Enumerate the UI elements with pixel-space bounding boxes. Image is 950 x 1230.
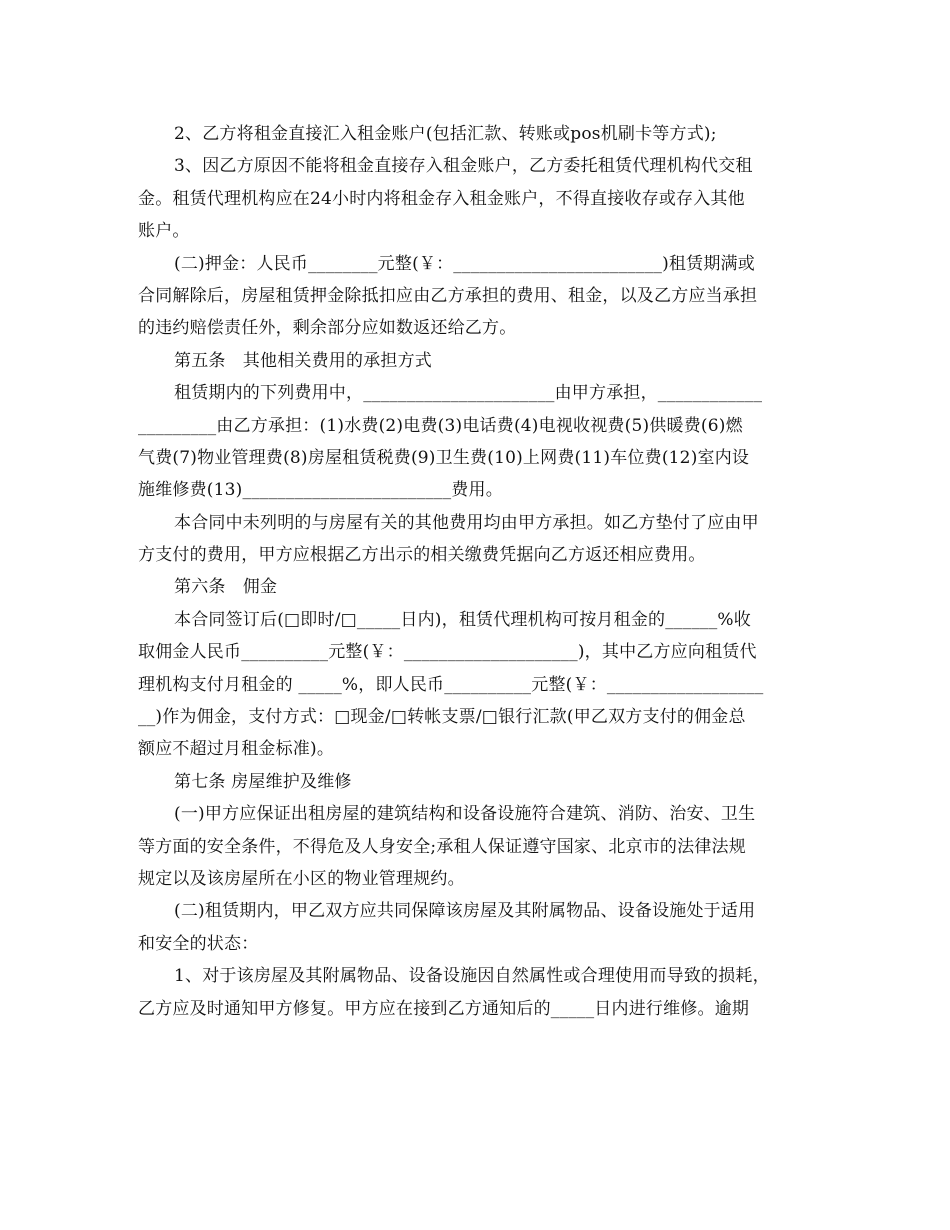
text-line: 额应不超过月租金标准)。	[138, 739, 335, 760]
text-line: (二)租赁期内，甲乙双方应共同保障该房屋及其附属物品、设备设施处于适用	[174, 901, 756, 922]
article-heading: 第六条 佣金	[174, 577, 278, 598]
text-line: 规定以及该房屋所在小区的物业管理规约。	[138, 868, 465, 889]
paragraph-deposit-payment	[138, 118, 820, 1025]
text-line: 本合同中未列明的与房屋有关的其他费用均由甲方承担。如乙方垫付了应由甲	[174, 512, 759, 533]
text-line: 乙方应及时通知甲方修复。甲方应在接到乙方通知后的_____日内进行维修。逾期	[138, 998, 750, 1019]
text-line: 本合同签订后(□即时/□_____日内)，租赁代理机构可按月租金的______%收	[174, 609, 751, 630]
text-line: 账户。	[138, 221, 190, 242]
text-line: __)作为佣金，支付方式：□现金/□转帐支票/□银行汇款(甲乙双方支付的佣金总	[138, 707, 746, 728]
text-line: 等方面的安全条件，不得危及人身安全;承租人保证遵守国家、北京市的法律法规	[138, 836, 746, 857]
article-heading: 第五条 其他相关费用的承担方式	[174, 350, 432, 371]
text-line: _________由乙方承担：(1)水费(2)电费(3)电话费(4)电视收视费(5)供暖费(6)燃	[138, 415, 743, 436]
text-line: 和安全的状态：	[138, 933, 259, 954]
text-line: (一)甲方应保证出租房屋的建筑结构和设备设施符合建筑、消防、治安、卫生	[174, 804, 756, 825]
text-line: 合同解除后，房屋租赁押金除抵扣应由乙方承担的费用、租金，以及乙方应当承担	[138, 285, 758, 306]
article-heading: 第七条 房屋维护及维修	[174, 771, 352, 792]
text-line: 施维修费(13)________________________费用。	[138, 480, 503, 501]
text-line: 2、乙方将租金直接汇入租金账户(包括汇款、转账或pos机刷卡等方式);	[174, 124, 717, 144]
text-line: 气费(7)物业管理费(8)房屋租赁税费(9)卫生费(10)上网费(11)车位费(12)室内设	[138, 447, 750, 468]
text-line: 3、因乙方原因不能将租金直接存入租金账户，乙方委托租赁代理机构代交租	[174, 156, 753, 177]
text-line: 租赁期内的下列费用中，______________________由甲方承担，____________	[174, 383, 763, 404]
text-line: 1、对于该房屋及其附属物品、设备设施因自然属性或合理使用而导致的损耗，	[174, 966, 770, 987]
text-line: 方支付的费用，甲方应根据乙方出示的相关缴费凭据向乙方返还相应费用。	[138, 545, 706, 566]
text-line: 理机构支付月租金的 _____%，即人民币__________元整(￥：__________________	[138, 674, 764, 695]
text-line: 金。租赁代理机构应在24小时内将租金存入租金账户，不得直接收存或存入其他	[138, 188, 745, 209]
text-line: (二)押金：人民币________元整(￥：________________________)租赁期满或	[174, 253, 755, 274]
text-line: 的违约赔偿责任外，剩余部分应如数返还给乙方。	[138, 318, 517, 339]
contract-text	[138, 118, 820, 1025]
text-line: 取佣金人民币__________元整(￥：____________________)，其中乙方应向租赁代	[138, 642, 757, 663]
